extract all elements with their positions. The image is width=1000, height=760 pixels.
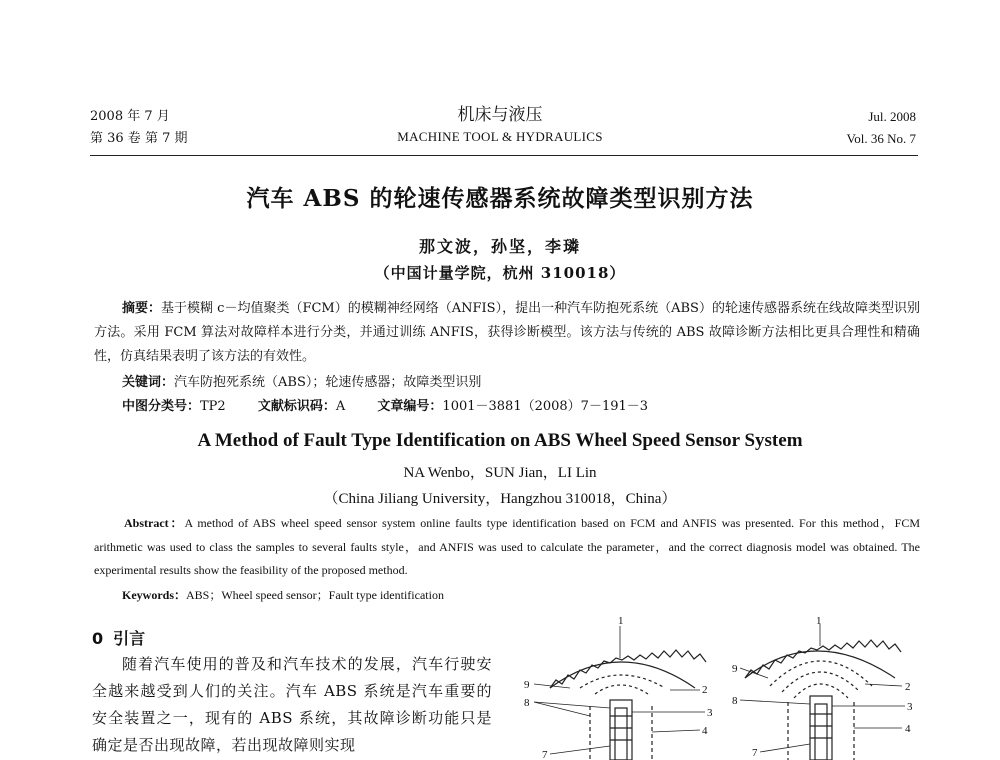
authors-en: NA Wenbo，SUN Jian，LI Lin	[403, 465, 597, 481]
keywords-en-label: Keywords：	[122, 588, 186, 602]
affiliation-en: （China Jiliang University，Hangzhou 310018，China）	[323, 491, 677, 507]
sensor-drawing-left	[534, 626, 706, 760]
keywords-en-text: ABS；Wheel speed sensor；Fault type identification	[186, 588, 444, 602]
header-date-en: Jul. 2008	[868, 109, 916, 124]
fig-label-left-4: 4	[702, 725, 708, 737]
fig-label-right-3: 3	[907, 701, 913, 713]
fig-label-left-7: 7	[542, 749, 548, 760]
gear-ring-right	[745, 651, 895, 678]
doc-label: 文献标识码：	[257, 399, 336, 414]
doc-value: A	[335, 399, 346, 414]
abstract-cn-label: 摘要：	[122, 301, 162, 316]
sensor-figure	[520, 616, 920, 760]
paper-title-en: A Method of Fault Type Identification on ABS Wheel Speed Sensor System	[197, 430, 803, 451]
fig-label-right-2: 2	[905, 681, 911, 693]
abstract-en-label: Abstract：	[124, 516, 185, 530]
sensor-drawing-right	[740, 624, 905, 760]
gear-ring-left	[550, 662, 695, 688]
article-label: 文章编号：	[377, 399, 443, 414]
section-heading	[92, 626, 145, 649]
fig-label-right-7: 7	[752, 747, 758, 759]
fig-label-left-3: 3	[707, 707, 713, 719]
article-value: 1001－3881（2008）7－191－3	[442, 399, 649, 414]
keywords-cn	[122, 372, 481, 394]
abstract-cn	[94, 297, 920, 369]
header-volume-en: Vol. 36 No. 7	[846, 131, 916, 146]
clc-value: TP2	[200, 399, 226, 414]
sensor-body-left	[610, 700, 632, 760]
header-volume: 第 36 卷 第 7 期	[90, 131, 188, 146]
article-number	[377, 399, 648, 414]
fig-label-left-8: 8	[524, 697, 530, 709]
journal-name-en: MACHINE TOOL & HYDRAULICS	[397, 129, 603, 144]
classification-line	[122, 396, 676, 418]
fig-label-right-4: 4	[905, 723, 911, 735]
keywords-cn-label: 关键词：	[122, 375, 175, 390]
journal-name-cn: 机床与液压	[457, 105, 543, 125]
clc-label: 中图分类号：	[122, 399, 201, 414]
clc-code	[122, 399, 226, 414]
abstract-cn-text: 基于模糊 c－均值聚类（FCM）的模糊神经网络（ANFIS），提出一种汽车防抱死系统（ABS）的轮速传感器系统在线故障类型识别方法。采用 FCM 算法对故障样本进行分类，并通过训练 ANFIS，获得诊断模型。该方法与传统的 ABS 故障诊断方法相比更具合理性和精确性，仿真结果表明了该方法的有效性。	[94, 301, 920, 364]
fig-label-right-1: 1	[816, 616, 822, 627]
abstract-en-text: A method of ABS wheel speed sensor system online faults type identification based on FCM and ANFIS was presented. For this method，FCM arithmetic was used to class the samples to several faults style，and ANFIS was used to calculate the parameter，and the correct diagnosis model was obtained. The experimental results show the feasibility of the proposed method.	[94, 516, 920, 577]
fig-label-left-2: 2	[702, 684, 708, 696]
section-number: 0	[92, 629, 104, 648]
fig-label-right-9: 9	[732, 663, 738, 675]
keywords-cn-text: 汽车防抱死系统（ABS）；轮速传感器；故障类型识别	[174, 375, 482, 390]
section-title: 引言	[113, 629, 146, 648]
header-date: 2008 年 7 月	[90, 109, 170, 124]
gear-teeth-right	[745, 640, 901, 678]
authors-cn: 那文波，孙坚，李璘	[418, 237, 581, 256]
paper-title-cn: 汽车 ABS 的轮速传感器系统故障类型识别方法	[246, 185, 754, 212]
gear-teeth-left	[550, 650, 706, 688]
fig-label-right-8: 8	[732, 695, 738, 707]
header-date-volume-en	[847, 106, 916, 150]
header-rule	[90, 155, 918, 156]
fig-label-left-1: 1	[618, 616, 624, 627]
section-paragraph: 随着汽车使用的普及和汽车技术的发展，汽车行驶安全越来越受到人们的关注。汽车 ABS 系统是汽车重要的安全装置之一，现有的 ABS 系统，其故障诊断功能只是确定是否出现故障，若出现故障则实现	[92, 655, 492, 754]
sensor-body-right	[810, 696, 832, 760]
doc-code	[258, 399, 345, 414]
keywords-en	[122, 584, 444, 606]
abstract-en	[94, 512, 920, 583]
fig-label-left-9: 9	[524, 679, 530, 691]
affiliation-cn: （中国计量学院，杭州 310018）	[374, 264, 626, 282]
